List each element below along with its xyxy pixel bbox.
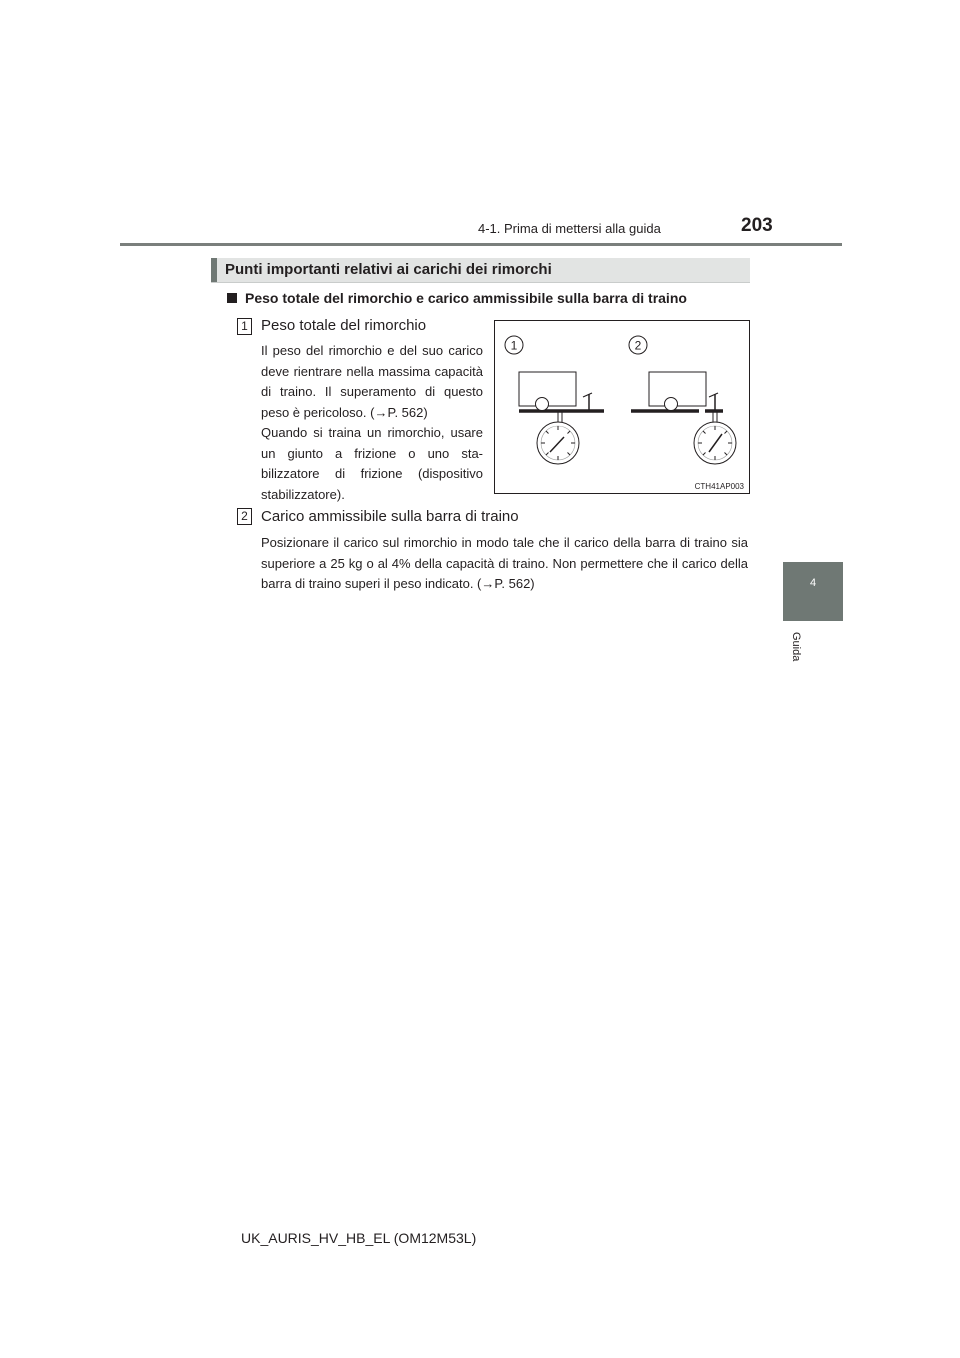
trailer-body [649,372,706,406]
subsection-heading [227,290,687,306]
section-heading-bar [211,258,750,283]
subsection-title: Peso totale del rimorchio e carico ammissibile sulla barra di traino [245,290,687,306]
section-heading-accent [211,258,217,282]
item-title: Carico ammissibile sulla barra di traino [261,508,519,525]
trailer-wheel [536,398,549,411]
chapter-tab [783,562,843,621]
figure-marker-label: 2 [634,338,642,353]
figure-marker-label: 1 [510,338,518,353]
chapter-label [788,632,802,672]
trailer-wheel [665,398,678,411]
item-number-badge: 1 [237,318,252,335]
chapter-number: 4 [809,577,817,589]
item-paragraph: Quando si traina un rimorchio, usare un giunto a frizione o uno sta- bilizzatore di frizione (dispositivo stabilizzatore). [261,425,483,502]
running-header-section: 4-1. Prima di mettersi alla guida [478,221,661,236]
item-paragraph: Posizionare il carico sul rimorchio in modo tale che il carico della barra di traino sia superiore a 25 kg o al 4% della capacità di traino. Non permettere che il carico della barra di traino superi il peso indicato. (→P. 562) [261,535,748,591]
item-number-badge: 2 [237,508,252,525]
chapter-label-text: Guida [790,632,802,662]
footer-document-code: UK_AURIS_HV_HB_EL (OM12M53L) [241,1230,477,1246]
square-bullet-icon [227,293,237,303]
item-title: Peso totale del rimorchio [261,317,427,334]
header-divider [120,243,842,246]
section-title: Punti importanti relativi ai carichi dei rimorchi [225,261,552,278]
page-number: 203 [741,215,773,236]
figure-code: CTH41AP003 [694,482,744,491]
trailer-load-illustration [494,320,750,494]
item-paragraph: Il peso del rimorchio e del suo carico deve rientrare nella massima capacità di traino. Il superamento di questo peso è pericoloso. (→P. 562) [261,343,483,420]
